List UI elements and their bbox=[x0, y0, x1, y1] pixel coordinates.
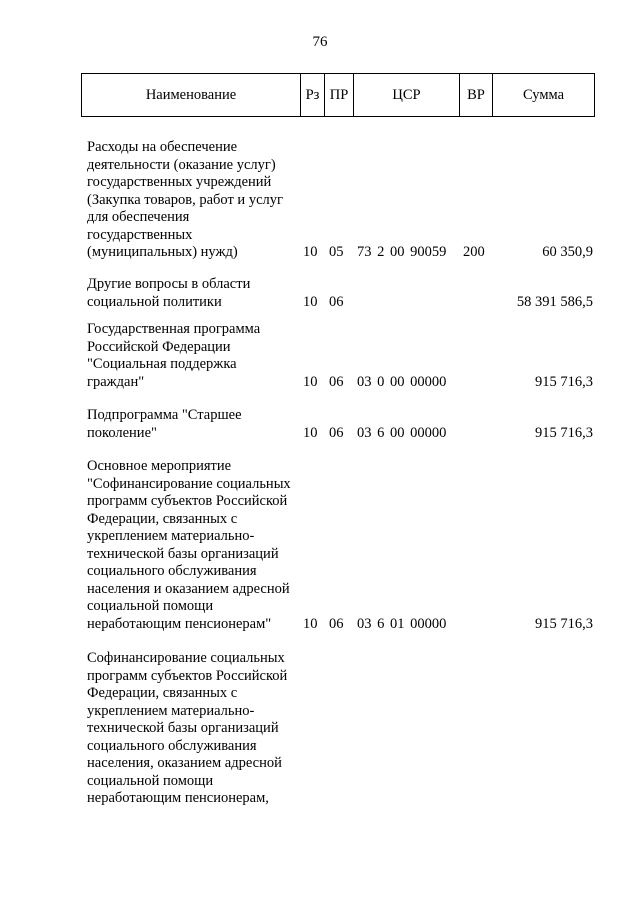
row-rz: 10 bbox=[303, 243, 318, 260]
row-sum: 60 350,9 bbox=[542, 243, 593, 260]
row-name: Государственная программа Российской Федерации "Социальная поддержка граждан" bbox=[87, 321, 261, 390]
table-row bbox=[0, 407, 640, 442]
row-name: Софинансирование социальных программ субъектов Российской Федерации, связанных с укреплением материально- технической базы организаций социального обслуживания населения, оказанием адресной социальной помощи неработающим пенсионерам, bbox=[87, 650, 288, 806]
page-number: 76 bbox=[312, 34, 328, 50]
row-rz: 10 bbox=[303, 293, 318, 310]
header-name: Наименование bbox=[82, 74, 301, 116]
row-rz: 10 bbox=[303, 424, 318, 441]
header-rz: Рз bbox=[301, 74, 325, 116]
table-row bbox=[0, 458, 640, 633]
row-sum: 915 716,3 bbox=[535, 373, 593, 390]
header-csr: ЦСР bbox=[354, 74, 460, 116]
row-rz: 10 bbox=[303, 615, 318, 632]
table-row bbox=[0, 276, 640, 311]
header-sum: Сумма bbox=[522, 86, 565, 103]
row-name: Другие вопросы в области социальной политики bbox=[87, 276, 251, 310]
row-rz: 10 bbox=[303, 373, 318, 390]
row-pr: 05 bbox=[329, 243, 344, 260]
row-csr: 03 6 00 00000 bbox=[357, 424, 447, 441]
row-vr: 200 bbox=[463, 243, 485, 260]
row-csr: 03 6 01 00000 bbox=[357, 615, 447, 632]
row-pr: 06 bbox=[329, 615, 344, 632]
row-csr: 73 2 00 90059 bbox=[357, 243, 447, 260]
row-pr: 06 bbox=[329, 373, 344, 390]
row-sum: 915 716,3 bbox=[535, 424, 593, 441]
row-pr: 06 bbox=[329, 293, 344, 310]
row-name: Подпрограмма "Старшее поколение" bbox=[87, 407, 242, 441]
table-row bbox=[0, 650, 640, 808]
row-csr: 03 0 00 00000 bbox=[357, 373, 447, 390]
table-row bbox=[0, 139, 640, 261]
header-vr: ВР bbox=[460, 74, 493, 116]
table-row bbox=[0, 321, 640, 391]
row-name: Расходы на обеспечение деятельности (оказание услуг) государственных учреждений (Закупка товаров, работ и услуг для обеспечения государственных (муниципальных) нужд) bbox=[87, 139, 283, 260]
row-sum: 915 716,3 bbox=[535, 615, 593, 632]
table-header bbox=[81, 73, 595, 117]
row-pr: 06 bbox=[329, 424, 344, 441]
row-sum: 58 391 586,5 bbox=[516, 293, 593, 310]
header-pr: ПР bbox=[325, 74, 354, 116]
row-name: Основное мероприятие "Софинансирование социальных программ субъектов Российской Федерации, связанных с укреплением материально- технической базы организаций социального обслуживания населения и оказанием адресной социальной помощи неработающим пенсионерам" bbox=[87, 458, 291, 632]
